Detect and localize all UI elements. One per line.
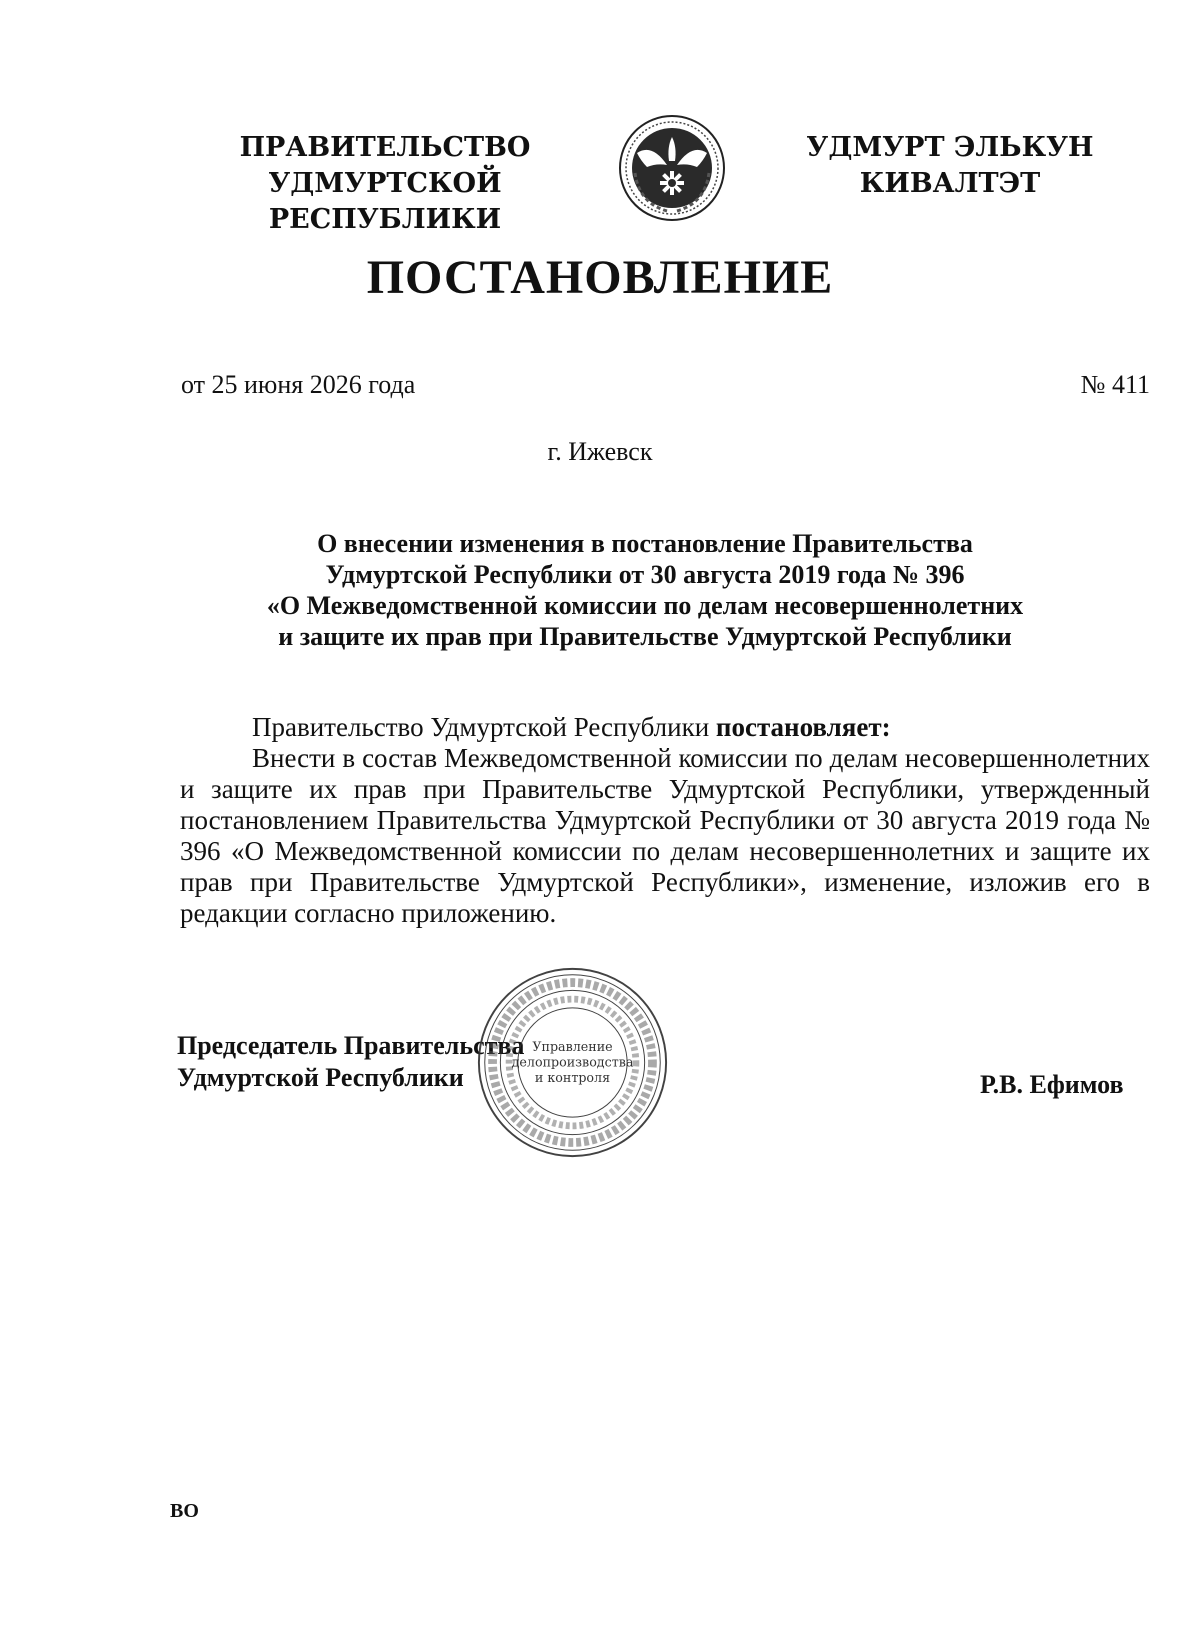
stamp-center-line1: Управление xyxy=(532,1038,613,1054)
body-intro-text: Правительство Удмуртской Республики xyxy=(252,712,716,742)
stamp-center-line3: и контроля xyxy=(534,1070,611,1085)
document-number: № 411 xyxy=(1080,370,1150,399)
subject-line: и защите их прав при Правительстве Удмуртской Республики xyxy=(278,622,1012,651)
signature-name: Р.В. Ефимов xyxy=(980,1070,1124,1099)
header-left-line2: УДМУРТСКОЙ РЕСПУБЛИКИ xyxy=(268,168,502,235)
signature-title-line1: Председатель Правительства xyxy=(177,1031,525,1060)
header-left-line1: ПРАВИТЕЛЬСТВО xyxy=(239,132,531,163)
header-right-line1: УДМУРТ ЭЛЬКУН xyxy=(806,132,1094,163)
body-paragraph: Внести в состав Межведомственной комиссии по делам несовершеннолетних и защите их прав при Правительстве Удмуртской Республики, утвержденный постановлением Правительства Удмуртской Республики от 30 августа 2019 года № 396 «О Межведомственной комиссии по делам несовершеннолетних и защите их прав при Правительстве Удмуртской Республики», изменение, изложив его в редакции согласно приложению. xyxy=(180,743,1150,928)
body-intro xyxy=(180,712,1150,743)
official-seal-icon xyxy=(475,965,670,1160)
document-date: от 25 июня 2026 года xyxy=(181,370,416,399)
footer-mark: ВО xyxy=(170,1500,199,1522)
subject-line: «О Межведомственной комиссии по делам несовершеннолетних xyxy=(266,591,1024,620)
subject-line: О внесении изменения в постановление Правительства xyxy=(317,529,973,558)
header-right-line2: КИВАЛТЭТ xyxy=(859,168,1041,199)
document-body xyxy=(180,712,1150,929)
coat-of-arms-icon xyxy=(617,113,727,223)
header-left xyxy=(175,130,595,238)
document-city: г. Ижевск xyxy=(547,437,653,466)
document-subject xyxy=(230,528,1060,652)
header-right xyxy=(805,130,1095,202)
stamp-center-line2: делопроизводства xyxy=(511,1054,634,1070)
body-intro-verb: постановляет: xyxy=(715,712,891,742)
document-title: ПОСТАНОВЛЕНИЕ xyxy=(366,251,834,304)
signature-title xyxy=(177,1030,524,1094)
signature-title-line2: Удмуртской Республики xyxy=(177,1063,464,1092)
subject-line: Удмуртской Республики от 30 августа 2019 года № 396 xyxy=(325,560,965,589)
